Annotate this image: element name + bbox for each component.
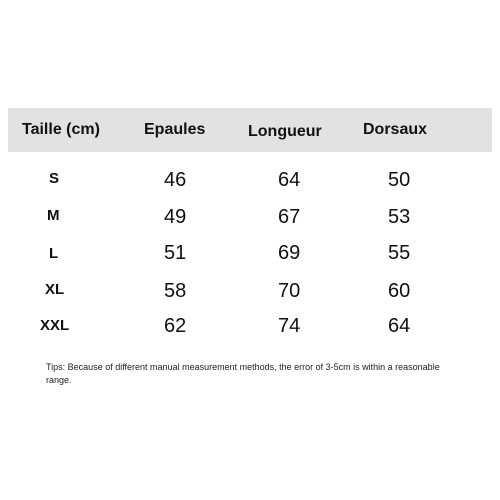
cell-xxl-length: 74 (278, 315, 301, 337)
cell-l-length: 69 (278, 242, 301, 264)
cell-m-shoulders: 49 (164, 206, 187, 228)
cell-m-length: 67 (278, 206, 301, 228)
cell-l-shoulders: 51 (164, 242, 187, 264)
cell-s-back: 50 (388, 169, 411, 191)
cell-s-length: 64 (278, 169, 301, 191)
header-length: Longueur (248, 123, 322, 140)
row-size-m: M (47, 207, 60, 224)
cell-s-shoulders: 46 (164, 169, 187, 191)
measurement-tips: Tips: Because of different manual measurement methods, the error of 3-5cm is within a reasonable range. (46, 362, 440, 385)
row-size-l: L (49, 245, 59, 262)
header-shoulders: Epaules (144, 121, 206, 138)
cell-xxl-shoulders: 62 (164, 315, 187, 337)
cell-xl-length: 70 (278, 280, 301, 302)
header-size: Taille (cm) (22, 121, 100, 138)
cell-xl-back: 60 (388, 280, 411, 302)
cell-xxl-back: 64 (388, 315, 411, 337)
cell-xl-shoulders: 58 (164, 280, 187, 302)
row-size-xxl: XXL (40, 317, 70, 334)
row-size-s: S (49, 170, 60, 187)
cell-m-back: 53 (388, 206, 411, 228)
row-size-xl: XL (45, 281, 65, 298)
cell-l-back: 55 (388, 242, 411, 264)
header-back: Dorsaux (363, 121, 428, 138)
